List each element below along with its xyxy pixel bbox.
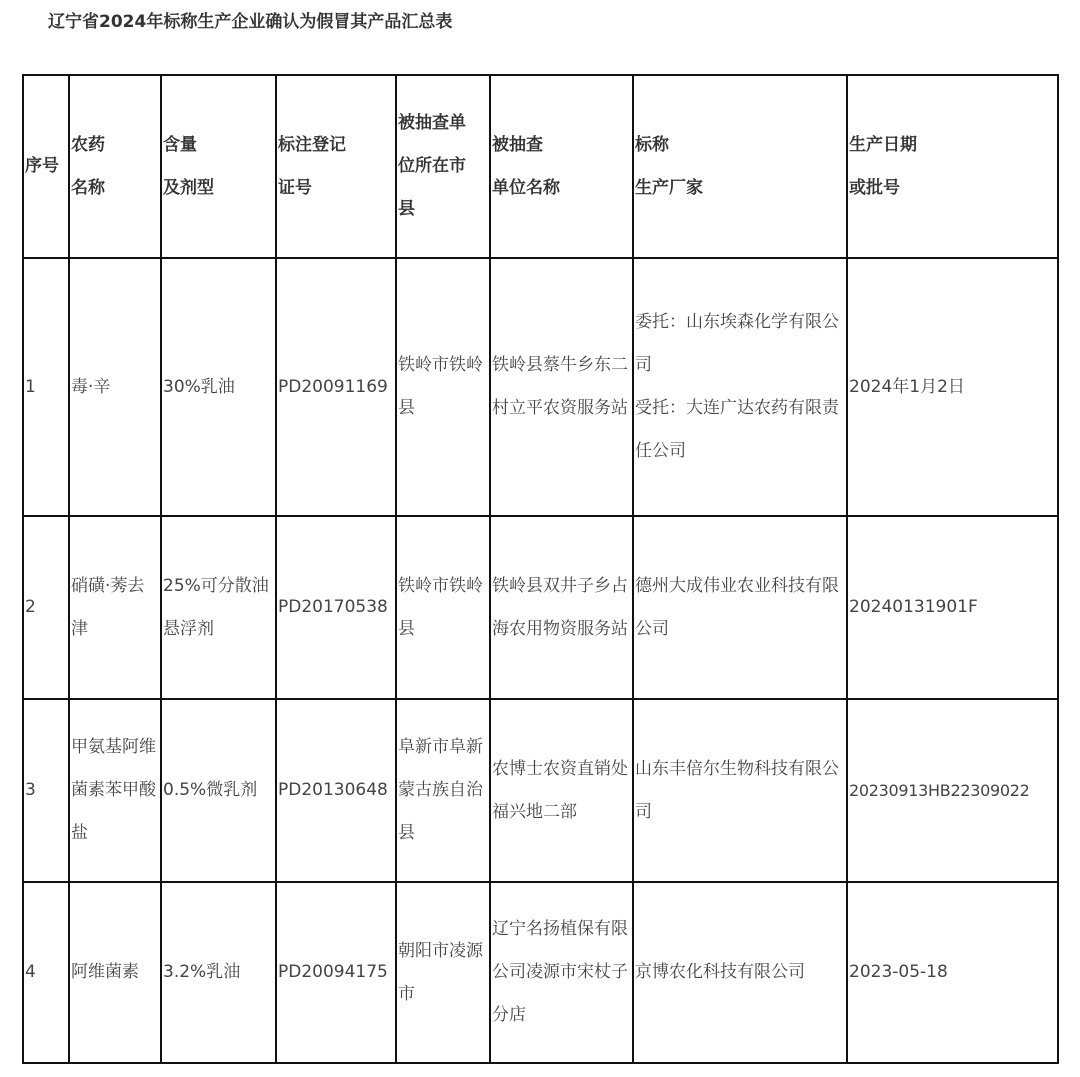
manufacturer-entrusting: 委托：山东埃森化学有限公司 [635, 312, 839, 375]
header-registration-number: 标注登记 证号 [276, 75, 396, 258]
cell-sampled-unit: 铁岭县双井子乡占海农用物资服务站 [490, 516, 633, 699]
cell-content-formulation: 30%乳油 [161, 258, 276, 516]
cell-sampled-county: 铁岭市铁岭县 [396, 258, 490, 516]
cell-pesticide-name: 毒·辛 [69, 258, 161, 516]
cell-production-date: 20240131901F [847, 516, 1058, 699]
table-row [23, 258, 1058, 516]
cell-production-date: 2024年1月2日 [847, 258, 1058, 516]
cell-seq: 2 [23, 516, 69, 699]
cell-sampled-county: 阜新市阜新蒙古族自治县 [396, 699, 490, 882]
cell-registration-number: PD20130648 [276, 699, 396, 882]
header-manufacturer: 标称 生产厂家 [633, 75, 847, 258]
cell-content-formulation: 0.5%微乳剂 [161, 699, 276, 882]
cell-seq: 1 [23, 258, 69, 516]
header-content-formulation: 含量 及剂型 [161, 75, 276, 258]
cell-sampled-unit: 辽宁名扬植保有限公司凌源市宋杖子分店 [490, 882, 633, 1063]
header-pesticide-name: 农药 名称 [69, 75, 161, 258]
cell-pesticide-name: 甲氨基阿维菌素苯甲酸盐 [69, 699, 161, 882]
cell-manufacturer [633, 258, 847, 516]
document-title: 辽宁省2024年标称生产企业确认为假冒其产品汇总表 [48, 12, 453, 32]
cell-pesticide-name: 硝磺·莠去津 [69, 516, 161, 699]
cell-pesticide-name: 阿维菌素 [69, 882, 161, 1063]
cell-content-formulation: 25%可分散油悬浮剂 [161, 516, 276, 699]
header-production-date: 生产日期 或批号 [847, 75, 1058, 258]
cell-registration-number: PD20091169 [276, 258, 396, 516]
cell-seq: 4 [23, 882, 69, 1063]
cell-manufacturer: 山东丰倍尔生物科技有限公司 [633, 699, 847, 882]
cell-production-date: 20230913HB22309022 [847, 699, 1058, 882]
cell-sampled-unit: 农博士农资直销处福兴地二部 [490, 699, 633, 882]
cell-manufacturer: 京博农化科技有限公司 [633, 882, 847, 1063]
header-seq: 序号 [23, 75, 69, 258]
cell-sampled-county: 朝阳市凌源市 [396, 882, 490, 1063]
cell-registration-number: PD20094175 [276, 882, 396, 1063]
cell-manufacturer: 德州大成伟业农业科技有限公司 [633, 516, 847, 699]
cell-sampled-county: 铁岭市铁岭县 [396, 516, 490, 699]
cell-content-formulation: 3.2%乳油 [161, 882, 276, 1063]
manufacturer-entrusted: 受托：大连广达农药有限责任公司 [635, 398, 839, 461]
table-row [23, 699, 1058, 882]
cell-sampled-unit: 铁岭县蔡牛乡东二村立平农资服务站 [490, 258, 633, 516]
cell-production-date: 2023-05-18 [847, 882, 1058, 1063]
counterfeit-products-table [22, 74, 1059, 1064]
header-sampled-county: 被抽查单 位所在市 县 [396, 75, 490, 258]
header-sampled-unit: 被抽查 单位名称 [490, 75, 633, 258]
cell-seq: 3 [23, 699, 69, 882]
cell-registration-number: PD20170538 [276, 516, 396, 699]
table-row [23, 516, 1058, 699]
table-header-row [23, 75, 1058, 258]
table-row [23, 882, 1058, 1063]
